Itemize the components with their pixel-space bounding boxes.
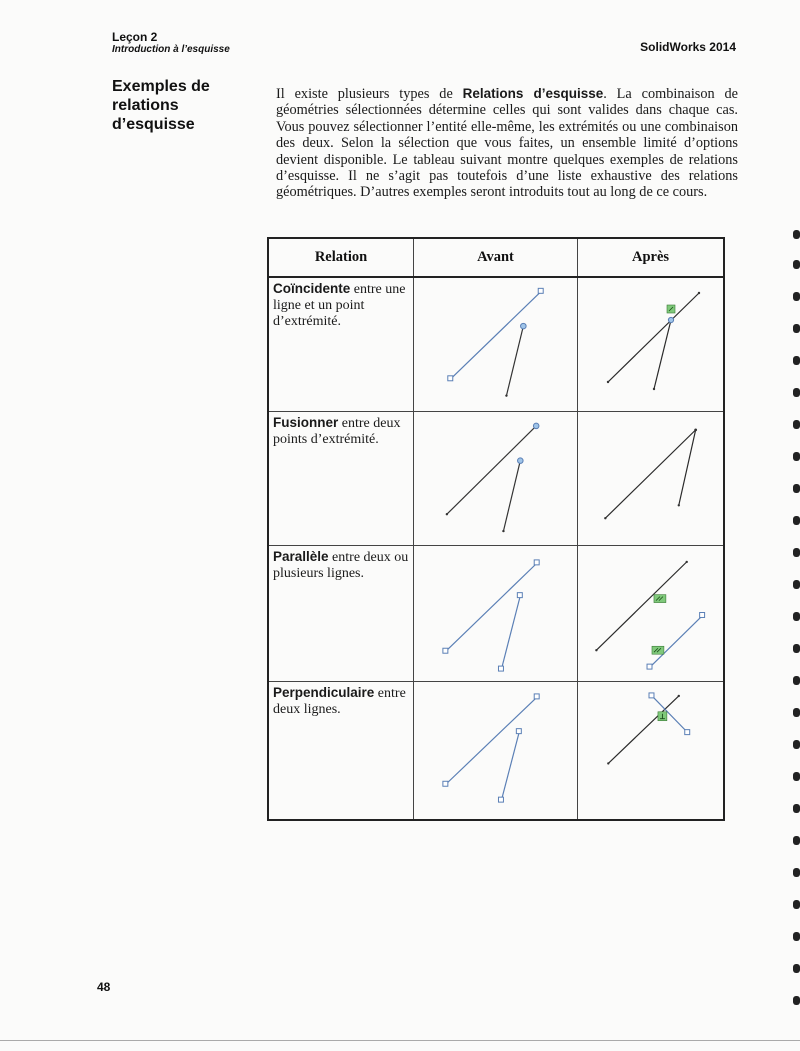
sketch-diagram xyxy=(414,412,577,545)
table-row xyxy=(269,681,723,819)
avant-sketch-merge xyxy=(414,412,578,545)
relation-cell xyxy=(269,682,414,819)
intro-paragraph xyxy=(276,86,738,201)
sketch-diagram xyxy=(578,682,723,819)
intro-bold-term: Relations d’esquisse xyxy=(462,86,604,101)
sketch-diagram xyxy=(414,682,577,819)
relation-desc: entre deux lignes. xyxy=(273,686,406,717)
table-row xyxy=(269,545,723,681)
relations-table xyxy=(267,237,725,821)
avant-sketch-coincident xyxy=(414,278,578,411)
sketch-diagram xyxy=(414,278,577,411)
section-title-line3: d’esquisse xyxy=(112,116,195,133)
apres-sketch-parallel xyxy=(578,546,723,681)
page-number: 48 xyxy=(97,980,111,994)
intro-text-rest: . La combinaison de géométries sélectionnées détermine celles qui sont valides dans chaque cas. Vous pouvez sélectionner l’entité elle-même, les extrémités ou une combinaison des deux. Selon la sélection que vous faites, un ensemble limité d’options devient disponible. Le tableau suivant montre quelques exemples de relations d’esquisse. Il ne s’agit pas toutefois d’une liste exhaustive des relations géométriques. D’autres exemples seront introduits tout au long de ce cours. xyxy=(276,86,739,201)
header-apres: Après xyxy=(631,249,670,265)
apres-sketch-merge xyxy=(578,412,723,545)
sketch-diagram xyxy=(578,546,723,681)
apres-sketch-perpendicular xyxy=(578,682,723,819)
relation-name: Parallèle xyxy=(273,549,329,564)
sketch-diagram xyxy=(578,412,723,545)
header-relation: Relation xyxy=(269,239,414,276)
table-row xyxy=(269,278,723,411)
relation-name: Fusionner xyxy=(273,415,339,430)
running-header-right: SolidWorks 2014 xyxy=(640,40,736,54)
avant-sketch-perpendicular xyxy=(414,682,578,819)
running-header-left xyxy=(112,31,230,56)
page-edge-line xyxy=(0,1040,800,1041)
header-avant: Avant xyxy=(414,239,578,276)
relation-desc: entre deux ou plusieurs lignes. xyxy=(273,550,409,581)
apres-sketch-coincident xyxy=(578,278,723,411)
table-row xyxy=(269,411,723,545)
avant-sketch-parallel xyxy=(414,546,578,681)
coincident-relation-icon xyxy=(667,305,675,313)
section-title xyxy=(112,77,262,134)
intro-text-start: Il existe plusieurs types de xyxy=(276,86,463,102)
lesson-subtitle: Introduction à l’esquisse xyxy=(112,44,230,55)
relation-name: Coïncidente xyxy=(273,281,351,296)
relation-cell xyxy=(269,546,414,681)
parallel-relation-icon xyxy=(654,595,666,603)
section-title-line2: relations xyxy=(112,97,179,114)
lesson-label: Leçon 2 xyxy=(112,30,158,44)
relation-desc: entre deux points d’extrémité. xyxy=(273,416,401,447)
relation-desc: entre une ligne et un point d’extrémité. xyxy=(273,282,406,329)
relation-cell xyxy=(269,278,414,411)
table-header-row xyxy=(269,239,723,278)
sketch-diagram xyxy=(578,278,723,411)
relation-cell xyxy=(269,412,414,545)
parallel-relation-icon xyxy=(652,646,664,654)
sketch-diagram xyxy=(414,546,577,681)
spiral-binding xyxy=(790,230,800,1030)
perpendicular-relation-icon xyxy=(658,712,667,721)
section-title-line1: Exemples de xyxy=(112,78,210,95)
relation-name: Perpendiculaire xyxy=(273,685,375,700)
